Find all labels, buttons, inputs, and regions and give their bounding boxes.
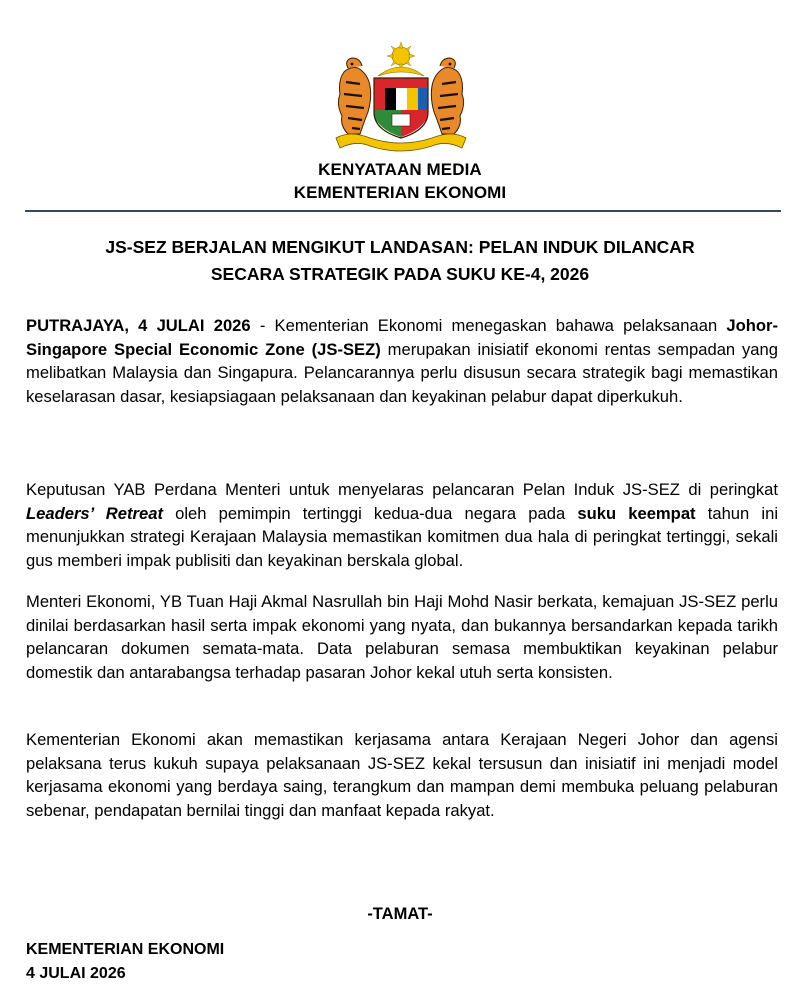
headline-line-1: JS-SEZ BERJALAN MENGIKUT LANDASAN: PELAN INDUK DILANCAR: [105, 237, 695, 257]
dateline: PUTRAJAYA, 4 JULAI 2026: [26, 316, 251, 335]
headline-line-2: SECARA STRATEGIK PADA SUKU KE-4, 2026: [210, 264, 590, 284]
paragraph-1-text-b: merupakan inisiatif ekonomi rentas sempadan yang melibatkan Malaysia dan Singapura. Pelancarannya perlu disusun secara strategik bagi memastikan keselarasan dasar, kesiapsiagaan pelaksanaan dan keyakinan pelabur dapat diperkukuh.: [26, 339, 778, 406]
header-divider: [25, 210, 781, 212]
suku-keempat: suku keempat: [577, 503, 696, 523]
paragraph-1-text-a: - Kementerian Ekonomi menegaskan bahawa pelaksanaan: [250, 316, 727, 335]
paragraph-4: Kementerian Ekonomi akan memastikan kerjasama antara Kerajaan Negeri Johor dan agensi pelaksana terus kukuh supaya pelaksanaan JS-SEZ kekal tersusun dan inisiatif ini menjadi model kerjasama ekonomi yang berdaya saing, terangkum dan mampan demi membuka peluang pelaburan sebenar, pendapatan bernilai tinggi dan manfaat kepada rakyat.: [26, 730, 778, 820]
jssez-name: Johor-Singapore Special Economic Zone (JS-SEZ): [26, 316, 778, 359]
leaders-retreat: Leaders’ Retreat: [26, 503, 163, 523]
paragraph-1: [26, 314, 778, 408]
paragraph-2-text-b: oleh pemimpin tertinggi kedua-dua negara pada: [162, 503, 578, 523]
signature-date: 4 JULAI 2026: [26, 965, 126, 982]
paragraph-2-text-c: tahun ini menunjukkan strategi Kerajaan Malaysia memastikan komitmen dua hala di peringkat tertinggi, sekali gus memberi impak publisiti dan keyakinan berskala global.: [26, 503, 778, 570]
end-mark: -TAMAT-: [367, 905, 433, 923]
signature-org: KEMENTERIAN EKONOMI: [26, 941, 225, 958]
header-ministry: KEMENTERIAN EKONOMI: [293, 183, 507, 202]
coat-of-arms-icon: [330, 42, 472, 154]
paragraph-3: Menteri Ekonomi, YB Tuan Haji Akmal Nasrullah bin Haji Mohd Nasir berkata, kemajuan JS-SEZ perlu dinilai berdasarkan hasil serta impak ekonomi yang nyata, dan bukannya bersandarkan kepada tarikh pelancaran dokumen semata-mata. Data pelaburan semasa membuktikan keyakinan pelabur domestik dan antarabangsa terhadap pasaran Johor kekal utuh serta konsisten.: [26, 592, 778, 682]
paragraph-2-text-a: Keputusan YAB Perdana Menteri untuk menyelaras pelancaran Pelan Induk JS-SEZ di peringkat: [26, 480, 778, 499]
paragraph-2: [26, 478, 778, 572]
header-title: KENYATAAN MEDIA: [318, 160, 482, 179]
